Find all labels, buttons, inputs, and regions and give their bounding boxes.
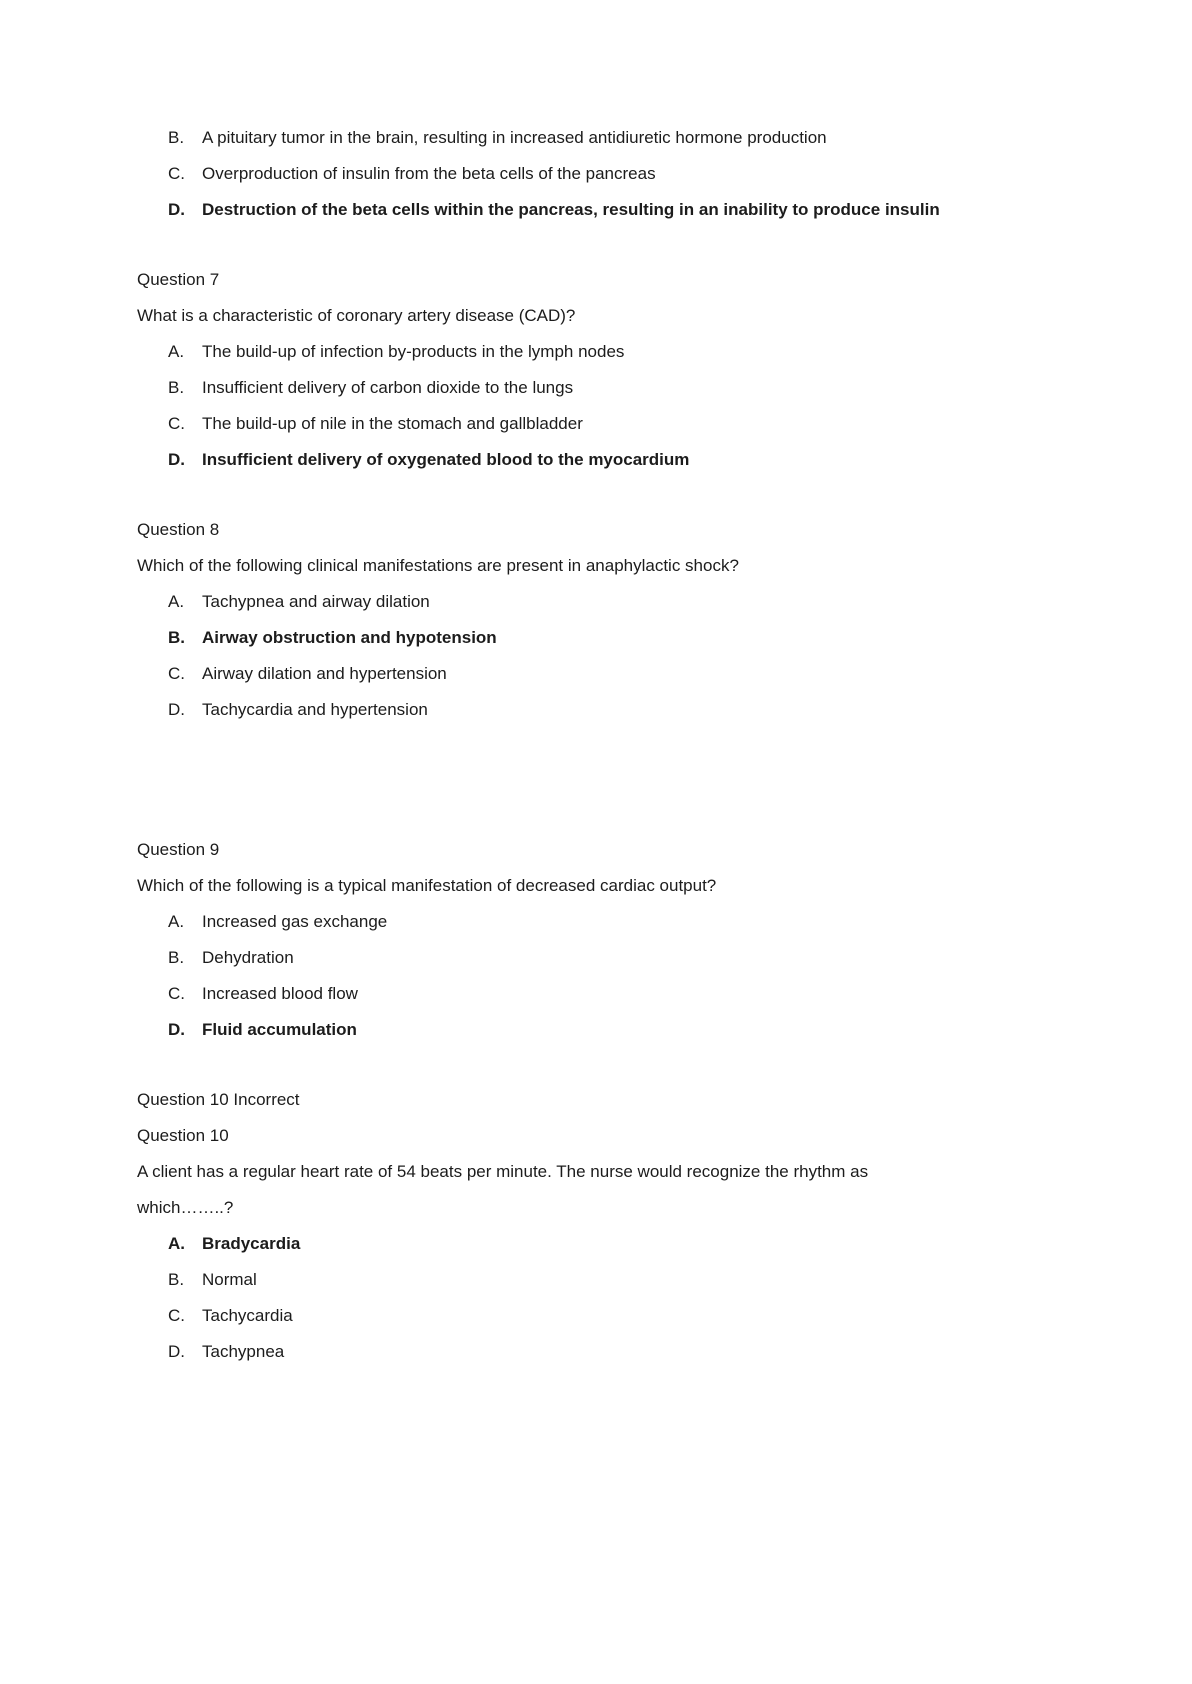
answer-option <box>137 1226 957 1262</box>
option-letter: C. <box>168 164 185 183</box>
answer-option <box>137 656 957 692</box>
answer-option <box>137 976 957 1012</box>
question-block <box>137 512 957 728</box>
option-letter: C. <box>168 984 185 1003</box>
option-letter: B. <box>168 1270 185 1289</box>
answer-option <box>137 156 957 192</box>
option-text: Fluid accumulation <box>202 1020 357 1039</box>
answer-option <box>137 1334 957 1370</box>
question-prompt: What is a characteristic of coronary artery disease (CAD)? <box>137 306 576 325</box>
option-text: Airway obstruction and hypotension <box>202 628 497 647</box>
answer-option <box>137 904 957 940</box>
option-text: Increased blood flow <box>202 984 358 1003</box>
answer-option <box>137 334 957 370</box>
option-text: The build-up of infection by-products in the lymph nodes <box>202 342 625 361</box>
question-prompt: Which of the following is a typical manifestation of decreased cardiac output? <box>137 876 717 895</box>
answer-option <box>137 406 957 442</box>
answer-option <box>137 940 957 976</box>
answer-option <box>137 1298 957 1334</box>
answer-option <box>137 370 957 406</box>
option-letter: C. <box>168 664 185 683</box>
question-block <box>137 832 957 1048</box>
option-letter: D. <box>168 1342 185 1361</box>
option-letter: C. <box>168 414 185 433</box>
option-letter: B. <box>168 628 185 647</box>
question-heading: Question 8 <box>137 520 220 539</box>
option-text: Increased gas exchange <box>202 912 388 931</box>
answer-option <box>137 192 957 228</box>
option-text: Tachycardia and hypertension <box>202 700 428 719</box>
question-status-line: Question 10 Incorrect <box>137 1090 300 1109</box>
question-heading: Question 9 <box>137 840 220 859</box>
option-letter: A. <box>168 342 185 361</box>
answer-option <box>137 620 957 656</box>
option-letter: D. <box>168 450 185 469</box>
question-heading: Question 10 <box>137 1126 229 1145</box>
option-letter: B. <box>168 378 185 397</box>
question-heading: Question 7 <box>137 270 220 289</box>
option-letter: B. <box>168 948 185 967</box>
options-list <box>137 1226 957 1370</box>
option-letter: A. <box>168 592 185 611</box>
question-prompt: Which of the following clinical manifestations are present in anaphylactic shock? <box>137 556 739 575</box>
answer-option <box>137 442 957 478</box>
option-text: Tachypnea and airway dilation <box>202 592 430 611</box>
option-text: Overproduction of insulin from the beta cells of the pancreas <box>202 164 656 183</box>
option-text: The build-up of nile in the stomach and gallbladder <box>202 414 583 433</box>
option-text: Insufficient delivery of carbon dioxide to the lungs <box>202 378 574 397</box>
option-letter: C. <box>168 1306 185 1325</box>
option-text: Destruction of the beta cells within the pancreas, resulting in an inability to produce insulin <box>202 200 940 219</box>
option-letter: D. <box>168 700 185 719</box>
option-text: A pituitary tumor in the brain, resulting in increased antidiuretic hormone production <box>202 128 827 147</box>
option-text: Tachypnea <box>202 1342 285 1361</box>
option-letter: A. <box>168 1234 185 1253</box>
answer-option <box>137 1012 957 1048</box>
options-list <box>137 904 957 1048</box>
option-text: Dehydration <box>202 948 294 967</box>
option-letter: D. <box>168 200 185 219</box>
question-block <box>137 1082 957 1370</box>
answer-option <box>137 584 957 620</box>
options-list <box>137 584 957 728</box>
option-text: Bradycardia <box>202 1234 301 1253</box>
option-letter: D. <box>168 1020 185 1039</box>
option-text: Airway dilation and hypertension <box>202 664 447 683</box>
option-text: Insufficient delivery of oxygenated blood to the myocardium <box>202 450 690 469</box>
option-letter: A. <box>168 912 185 931</box>
answer-option <box>137 692 957 728</box>
answer-option <box>137 120 957 156</box>
options-list <box>137 334 957 478</box>
partial-question-options <box>137 120 957 228</box>
option-text: Normal <box>202 1270 257 1289</box>
option-letter: B. <box>168 128 185 147</box>
option-text: Tachycardia <box>202 1306 293 1325</box>
question-block <box>137 262 957 478</box>
answer-option <box>137 1262 957 1298</box>
questions-container <box>137 262 957 1370</box>
question-prompt: A client has a regular heart rate of 54 beats per minute. The nurse would recognize the rhythm as which……..? <box>137 1162 869 1217</box>
